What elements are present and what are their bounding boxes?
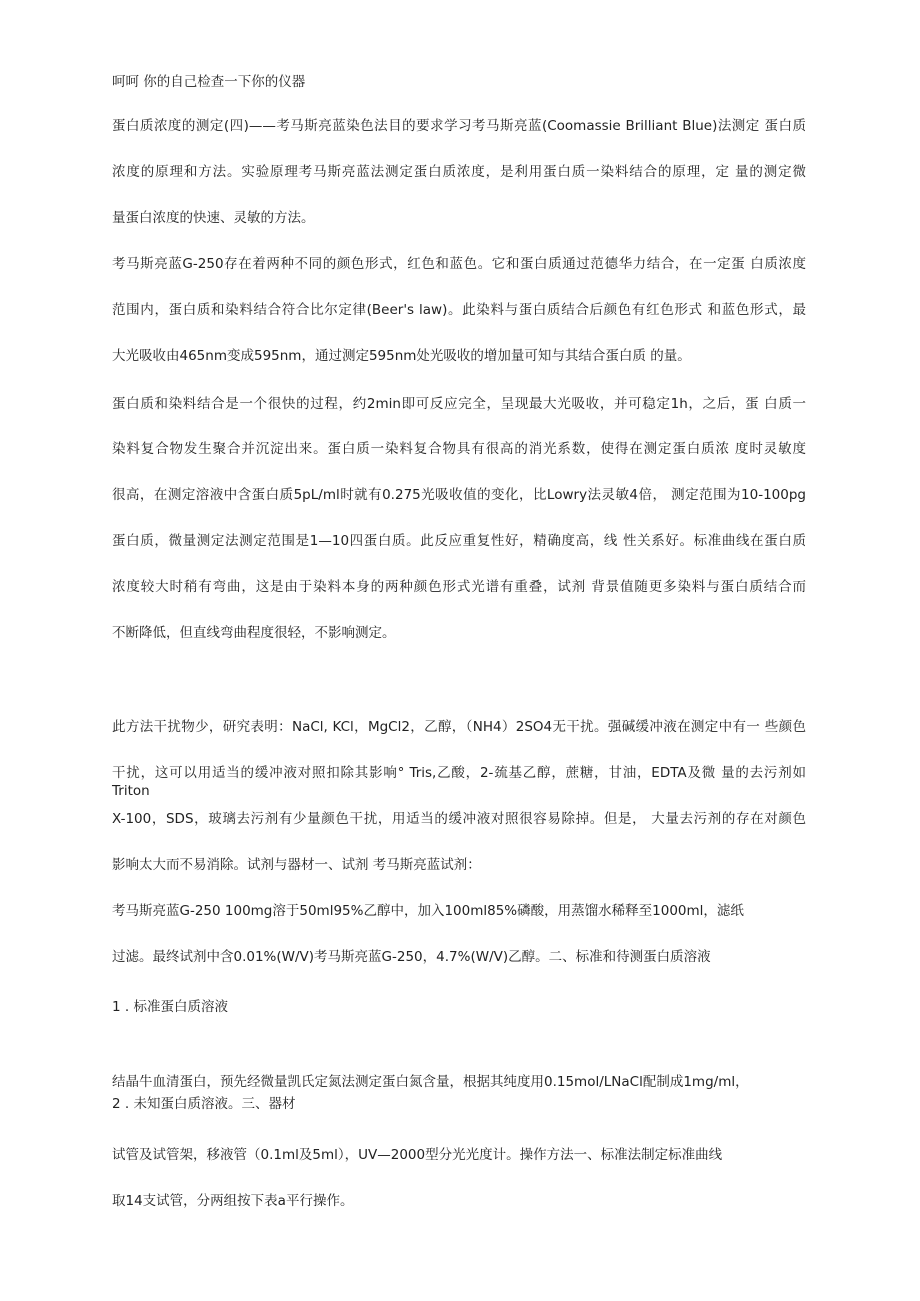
paragraph-line: 蛋白质浓度的测定(四)——考马斯亮蓝染色法目的要求学习考马斯亮蓝(Coomassie Brilliant Blue)法测定 蛋白质 <box>112 118 806 134</box>
paragraph-line: 过滤。最终试剂中含0.01%(W/V)考马斯亮蓝G-250，4.7%(W/V)乙醇。二、标准和待测蛋白质溶液 <box>112 949 711 965</box>
paragraph-line: 范围内，蛋白质和染料结合符合比尔定律(Beer's law)。此染料与蛋白质结合后颜色有红色形式 和蓝色形式，最 <box>112 302 806 318</box>
paragraph-line: 大光吸收由465nm变成595nm，通过测定595nm处光吸收的增加量可知与其结合蛋白质 的量。 <box>112 348 691 364</box>
section-heading: 2 . 未知蛋白质溶液。三、器材 <box>112 1096 296 1112</box>
paragraph-line: 影响太大而不易消除。试剂与器材一、试剂 考马斯亮蓝试剂： <box>112 857 481 873</box>
paragraph-line: 浓度的原理和方法。实验原理考马斯亮蓝法测定蛋白质浓度，是利用蛋白质一染料结合的原理，定 量的测定微 <box>112 164 806 180</box>
paragraph-line: 取14支试管，分两组按下表a平行操作。 <box>112 1193 354 1209</box>
paragraph-line: 考马斯亮蓝G-250存在着两种不同的颜色形式，红色和蓝色。它和蛋白质通过范德华力结合，在一定蛋 白质浓度 <box>112 256 806 272</box>
paragraph-line: 此方法干扰物少，研究表明：NaCl, KCl，MgCl2，乙醇，（NH4）2SO4无干扰。强碱缓冲液在测定中有一 些颜色 <box>112 719 806 735</box>
paragraph-line: 染料复合物发生聚合并沉淀出来。蛋白质一染料复合物具有很高的消光系数，使得在测定蛋白质浓 度时灵敏度 <box>112 441 806 457</box>
paragraph-line: 蛋白质和染料结合是一个很快的过程，约2min即可反应完全，呈现最大光吸收，并可稳定1h，之后，蛋 白质一 <box>112 396 806 412</box>
paragraph-line: 试管及试管架，移液管（0.1ml及5ml），UV—2000型分光光度计。操作方法一、标准法制定标准曲线 <box>112 1147 723 1163</box>
intro-line: 呵呵 你的自己检查一下你的仪器 <box>112 74 306 90</box>
paragraph-line: 浓度较大时稍有弯曲，这是由于染料本身的两种颜色形式光谱有重叠，试剂 背景值随更多染料与蛋白质结合而 <box>112 579 806 595</box>
paragraph-line: 考马斯亮蓝G-250 100mg溶于50ml95%乙醇中，加入100ml85%磷酸，用蒸馏水稀释至1000ml，滤纸 <box>112 903 744 919</box>
paragraph-line: 蛋白质，微量测定法测定范围是1—10四蛋白质。此反应重复性好，精确度高，线 性关系好。标准曲线在蛋白质 <box>112 533 806 549</box>
paragraph-line: 很高，在测定溶液中含蛋白质5pL/ml时就有0.275光吸收值的变化，比Lowry法灵敏4倍， 测定范围为10-100pg <box>112 487 806 503</box>
paragraph-line: 不断降低，但直线弯曲程度很轻，不影响测定。 <box>112 625 396 641</box>
paragraph-line: 干扰，这可以用适当的缓冲液对照扣除其影响° Tris,乙酸，2-巯基乙醇，蔗糖，甘油，EDTA及微 量的去污剂如Triton <box>112 765 806 799</box>
paragraph-line: X-100，SDS，玻璃去污剂有少量颜色干扰，用适当的缓冲液对照很容易除掉。但是， 大量去污剂的存在对颜色 <box>112 811 806 827</box>
paragraph-line: 量蛋白浓度的快速、灵敏的方法。 <box>112 210 315 226</box>
paragraph-line: 结晶牛血清蛋白，预先经微量凯氏定氮法测定蛋白氮含量，根据其纯度用0.15mol/LNaCl配制成1mg/ml， <box>112 1074 749 1090</box>
section-heading: 1 . 标准蛋白质溶液 <box>112 999 228 1015</box>
